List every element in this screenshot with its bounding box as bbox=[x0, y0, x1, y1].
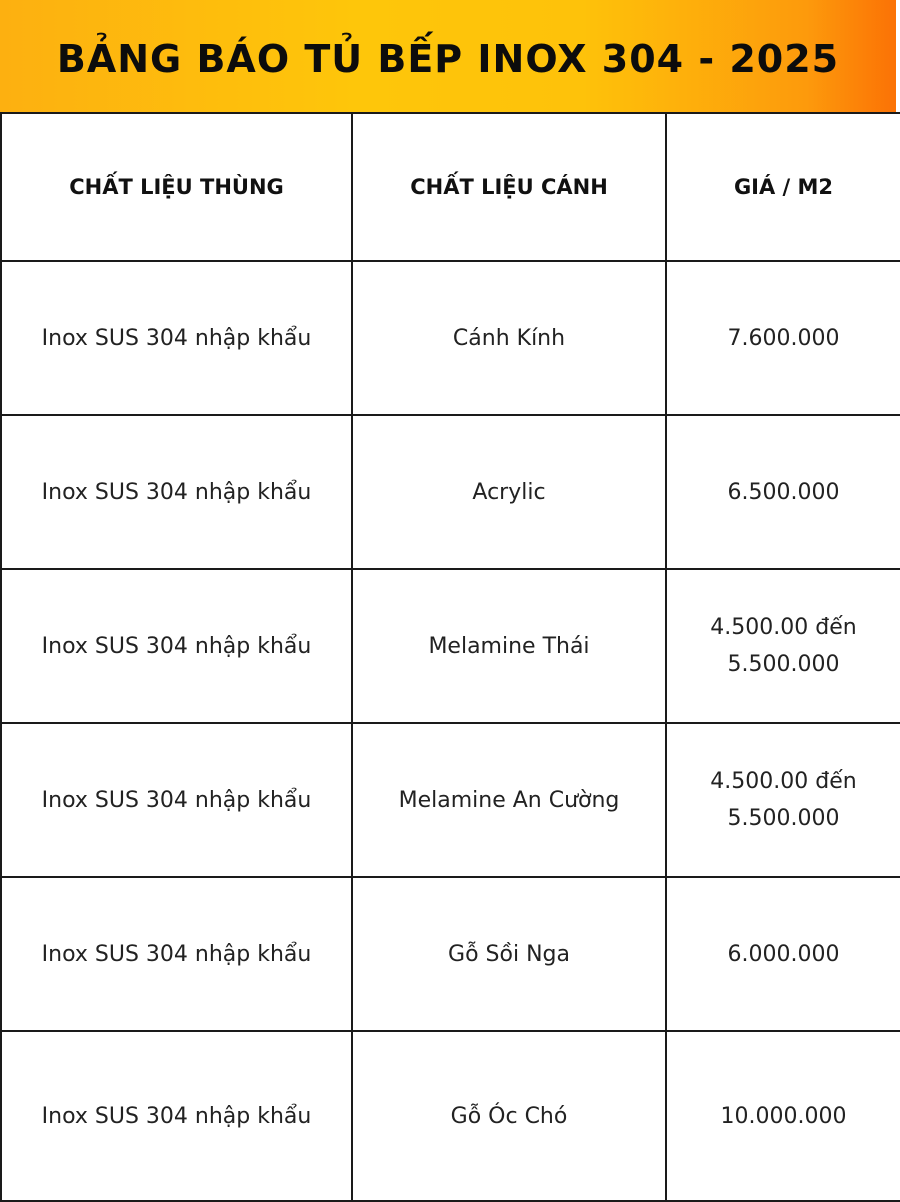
body-material-cell: Inox SUS 304 nhập khẩu bbox=[1, 569, 352, 723]
door-material-cell: Acrylic bbox=[352, 415, 666, 569]
body-material-cell: Inox SUS 304 nhập khẩu bbox=[1, 877, 352, 1031]
door-material-cell: Melamine An Cường bbox=[352, 723, 666, 877]
price-value: 10.000.000 bbox=[720, 1103, 847, 1129]
column-header-body-material: CHẤT LIỆU THÙNG bbox=[1, 113, 352, 261]
table-row bbox=[1, 415, 900, 569]
door-material-cell: Gỗ Óc Chó bbox=[352, 1031, 666, 1201]
price-range-end: 5.500.000 bbox=[727, 806, 840, 831]
price-value: 6.500.000 bbox=[727, 479, 840, 505]
body-material-cell: Inox SUS 304 nhập khẩu bbox=[1, 415, 352, 569]
body-material-cell: Inox SUS 304 nhập khẩu bbox=[1, 723, 352, 877]
price-value: 7.600.000 bbox=[727, 325, 840, 351]
price-cell bbox=[666, 415, 900, 569]
price-range-end: 5.500.000 bbox=[727, 652, 840, 677]
door-material-cell: Gỗ Sồi Nga bbox=[352, 877, 666, 1031]
column-header-door-material: CHẤT LIỆU CÁNH bbox=[352, 113, 666, 261]
price-cell bbox=[666, 261, 900, 415]
price-range-start: 4.500.00 đến bbox=[710, 769, 857, 794]
price-cell bbox=[666, 723, 900, 877]
body-material-cell: Inox SUS 304 nhập khẩu bbox=[1, 1031, 352, 1201]
table-row bbox=[1, 1031, 900, 1201]
title-banner bbox=[0, 0, 896, 112]
column-header-price-per-m2: GIÁ / M2 bbox=[666, 113, 900, 261]
table-row bbox=[1, 877, 900, 1031]
table-row bbox=[1, 723, 900, 877]
price-cell bbox=[666, 569, 900, 723]
price-value: 6.000.000 bbox=[727, 941, 840, 967]
table-header-row bbox=[1, 113, 900, 261]
price-cell bbox=[666, 877, 900, 1031]
door-material-cell: Melamine Thái bbox=[352, 569, 666, 723]
page-title: BẢNG BÁO TỦ BẾP INOX 304 - 2025 bbox=[56, 37, 840, 81]
table-row bbox=[1, 261, 900, 415]
body-material-cell: Inox SUS 304 nhập khẩu bbox=[1, 261, 352, 415]
price-cell bbox=[666, 1031, 900, 1201]
door-material-cell: Cánh Kính bbox=[352, 261, 666, 415]
table-row bbox=[1, 569, 900, 723]
price-table bbox=[0, 112, 900, 1202]
price-range-start: 4.500.00 đến bbox=[710, 615, 857, 640]
